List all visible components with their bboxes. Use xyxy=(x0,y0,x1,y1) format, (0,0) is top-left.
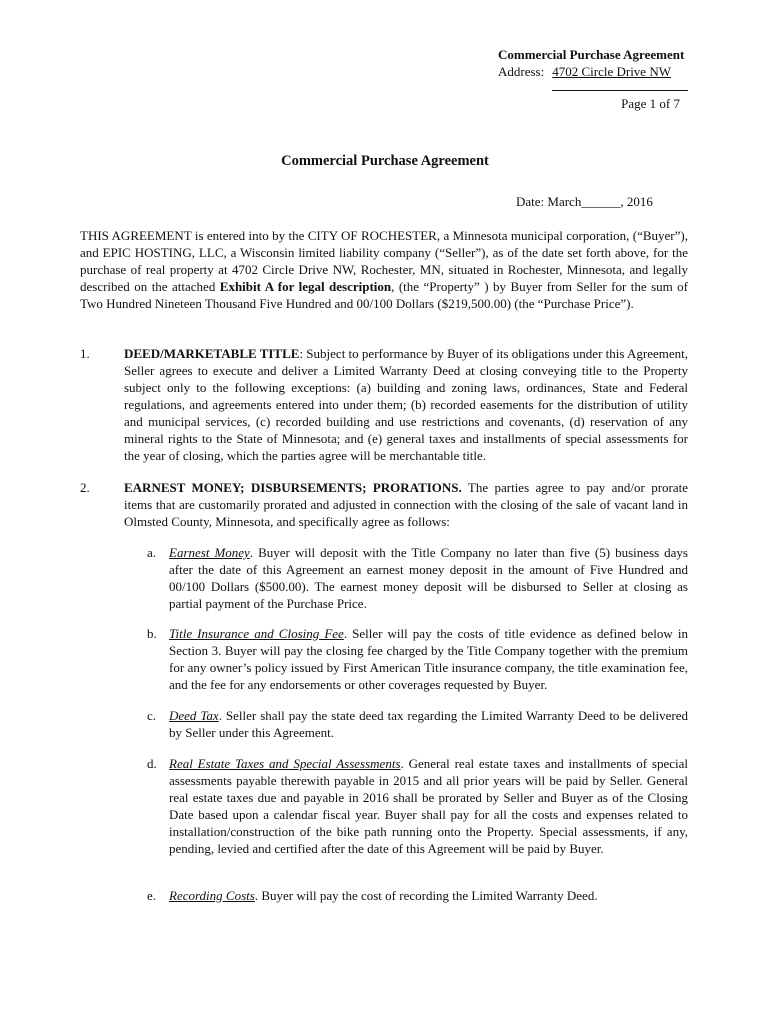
section-text: : Subject to performance by Buyer of its obligations under this Agreement, Seller agrees to execute and deliver a Limited Warranty Deed at closing conveying title to the Property subject only to the following exceptions: (a) building and zoning laws, ordinances, State and Federal regulations, and agreements entered into under them; (b) recorded easements for the distribution of utility and municipal services, (c) recorded building and use restrictions and covenants, (d) reservation of any mineral rights to the State of Minnesota; and (e) general taxes and installments of special assessments for the year of closing, which the parties agree will be merchantable title. xyxy=(124,346,688,463)
document-title: Commercial Purchase Agreement xyxy=(281,153,489,169)
subsection-d xyxy=(147,755,688,857)
subsection-letter: d. xyxy=(147,756,157,771)
header-title: Commercial Purchase Agreement xyxy=(498,47,685,62)
section-text: The parties agree to pay and/or prorate items that are customarily prorated and adjusted in connection with the closing of the sale of vacant land in Olmsted County, Minnesota, and specifically agree as follows: xyxy=(124,480,688,529)
subsection-text: . General real estate taxes and installments of special assessments payable therewith payable in 2015 and all prior years will be paid by Seller. General real estate taxes due and payable in 2016 shall be prorated by Seller and Buyer as of the Closing Date based upon a calendar fiscal year. Buyer shall pay for all the costs and expenses related to installation/construction of the bike path running onto the Property. Special assessments, if any, pending, levied and certified after the date of this Agreement will be paid by Buyer. xyxy=(169,756,688,856)
section-heading: DEED/MARKETABLE TITLE xyxy=(124,346,300,361)
subsection-heading: Recording Costs xyxy=(169,888,255,903)
section-body xyxy=(124,479,688,530)
subsection-b xyxy=(147,625,688,693)
section-heading: EARNEST MONEY; DISBURSEMENTS; PRORATIONS. xyxy=(124,480,462,495)
subsection-heading: Title Insurance and Closing Fee xyxy=(169,626,344,641)
subsection-body xyxy=(169,755,688,857)
subsection-body xyxy=(169,707,688,741)
subsection-a xyxy=(147,544,688,612)
subsection-e xyxy=(147,887,688,904)
section-1 xyxy=(80,345,688,464)
date-line: Date: March______, 2016 xyxy=(516,194,653,209)
subsection-letter: b. xyxy=(147,626,157,641)
intro-text-2: , (the “Property” ) by Buyer from Seller for the sum of Two Hundred Nineteen Thousand Five Hundred and 00/100 Dollars ($219,500.00) (the “Purchase Price”). xyxy=(80,279,689,311)
intro-exhibit-bold: Exhibit A for legal description xyxy=(219,279,392,294)
subsection-text: . Buyer will pay the cost of recording the Limited Warranty Deed. xyxy=(254,888,598,903)
subsection-heading: Deed Tax xyxy=(169,708,219,723)
subsection-letter: a. xyxy=(147,545,157,560)
address-value: 4702 Circle Drive NW xyxy=(552,64,671,79)
subsection-c xyxy=(147,707,688,741)
address-label: Address: xyxy=(498,64,545,79)
section-body xyxy=(124,345,688,464)
subsection-text: . Seller shall pay the state deed tax regarding the Limited Warranty Deed to be delivered by Seller under this Agreement. xyxy=(169,708,688,740)
subsection-letter: e. xyxy=(147,888,157,903)
section-number: 1. xyxy=(80,346,90,361)
header-rule xyxy=(552,90,688,91)
page-number: Page 1 of 7 xyxy=(621,96,680,111)
subsection-heading: Earnest Money xyxy=(169,545,250,560)
subsection-body xyxy=(169,544,688,612)
header-address xyxy=(498,63,698,80)
subsection-body xyxy=(169,887,688,904)
subsection-letter: c. xyxy=(147,708,157,723)
subsection-text: . Seller will pay the costs of title evidence as defined below in Section 3. Buyer will pay the closing fee charged by the Title Company together with the premium for any owner’s policy issued by First American Title insurance company, the title examination fee, and the fee for any endorsements or other coverages requested by Buyer. xyxy=(169,626,688,692)
section-number: 2. xyxy=(80,480,90,495)
subsection-text: . Buyer will deposit with the Title Company no later than five (5) business days after the date of this Agreement an earnest money deposit in the amount of Five Hundred and 00/100 Dollars ($500.00). The earnest money deposit will be disbursed to Seller at closing as partial payment of the Purchase Price. xyxy=(169,545,688,611)
intro-paragraph xyxy=(80,227,688,312)
subsection-body xyxy=(169,625,688,693)
intro-text-1: THIS AGREEMENT is entered into by the CITY OF ROCHESTER, a Minnesota municipal corporation, (“Buyer”), and EPIC HOSTING, LLC, a Wisconsin limited liability company (“Seller”), as of the date set forth above, for the purchase of real property at 4702 Circle Drive NW, Rochester, MN, situated in Rochester, Minnesota, and legally described on the attached xyxy=(80,228,688,294)
subsection-heading: Real Estate Taxes and Special Assessments xyxy=(169,756,401,771)
section-2 xyxy=(80,479,688,530)
document-header xyxy=(498,46,698,112)
